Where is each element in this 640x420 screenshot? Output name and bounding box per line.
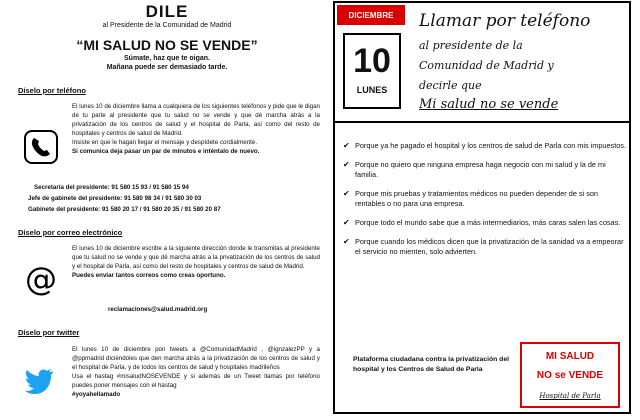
subtitle: al Presidente de la Comunidad de Madrid	[102, 22, 232, 29]
phone-icon	[24, 130, 58, 169]
at-sign-icon	[24, 262, 58, 301]
day-name: LUNES	[356, 85, 388, 95]
calendar-day	[343, 33, 401, 109]
phone-row-secretaria: Secretaría del presidente: 91 580 15 93 / 91 580 15 94	[34, 184, 189, 191]
phone-text: El lunes 10 de diciembre llama a cualquiera de los siguientes teléfonos y pide que le digan de tu parte al presidente que tu salud no se vende y que dé marcha atrás a la privatización de los centros de salud y el hospital de Parla, así como del resto de hospitales y centros de salud de Madrid. Insiste en que le hagan llegar el mensaje y despídete cordialmente. Si comunica deja pasar un par de minutos e inténtalo de nuevo.	[72, 103, 321, 155]
svg-text:@: @	[25, 262, 57, 296]
slogan: “MI SALUD NO SE VENDE”	[76, 37, 258, 53]
list-item: ✔ Porque cuando los médicos dicen que la privatización de la sanidad va a empeorar el servicio no mienten, solo advierten.	[343, 237, 624, 256]
platform-footer: Plataforma ciudadana contra la privatización del hospital y los Centros de Salud de Parla	[353, 356, 509, 373]
email-section-title: Díselo por correo electrónico	[18, 228, 123, 237]
divider	[335, 121, 629, 123]
phone-row-jefe: Jefe de gabinete del presidente: 91 580 98 34 / 91 580 30 03	[28, 195, 202, 202]
twitter-bird-icon	[24, 368, 54, 399]
title: DILE	[145, 2, 189, 21]
script-line-2: Comunidad de Madrid y	[419, 59, 554, 72]
email-text: El lunes 10 de diciembre escribe a la siguiente dirección donde le transmitas al presidente que tu salud no se vende y que dé marcha atrás a la privatización de los centros de salud y el hospital de Parla, así como del resto de hospitales y centros de salud de Madrid. Puedes enviar tantos correos como creas oportuno.	[72, 245, 320, 279]
script-line-3: decirle que	[419, 79, 482, 92]
reasons-list	[343, 141, 627, 266]
list-item: ✔ Porque todo el mundo sabe que a más intermediarios, más caras salen las cosas.	[343, 218, 621, 227]
right-flyer	[333, 1, 631, 414]
day-number: 10	[353, 42, 391, 80]
month-banner: DICIEMBRE	[337, 5, 405, 25]
phone-section-title: Díselo por teléfono	[18, 86, 86, 95]
left-flyer	[8, 0, 326, 420]
list-item: ✔ Porque no quiero que ninguna empresa haga negocio con mi salud y la de mi familia.	[343, 160, 606, 179]
phone-row-gabinete: Gabinete del presidente: 91 580 20 17 / 91 580 20 35 / 91 580 20 87	[28, 206, 221, 213]
tagline-2: Mañana puede ser demasiado tarde.	[106, 64, 228, 71]
script-line-4: Mi salud no se vende	[419, 97, 559, 112]
headline: Llamar por teléfono	[419, 11, 591, 31]
list-item: ✔ Porque ya he pagado el hospital y los centros de salud de Parla con mis impuestos.	[343, 141, 626, 150]
script-line-1: al presidente de la	[419, 39, 523, 52]
twitter-section-title: Díselo por twitter	[18, 328, 80, 337]
tagline-1: Súmate, haz que te oigan.	[124, 55, 210, 62]
campaign-logo: MI SALUD NO se VENDE Hospital de Parla	[520, 342, 620, 408]
list-item: ✔ Porque mis pruebas y tratamientos médicos no pueden depender de si son rentables o no para una empresa.	[343, 189, 598, 208]
email-address[interactable]: reclamaciones@salud.madrid.org	[108, 306, 208, 313]
twitter-text: El lunes 10 de diciembre pon tweets a @ComunidadMadrid , @ignzalezPP y a @ppmadrid diciéndoles que den marcha atrás a la privatización de los centros de salud y el hospital de Parla, y de todos los centros de salud y hospitales madrileños Usa el hastag #misaludNOSEVENDE y si además de un Tweet llamas por teléfono puedes poner mensajes con el hastag #yoyahellamado	[72, 346, 320, 398]
